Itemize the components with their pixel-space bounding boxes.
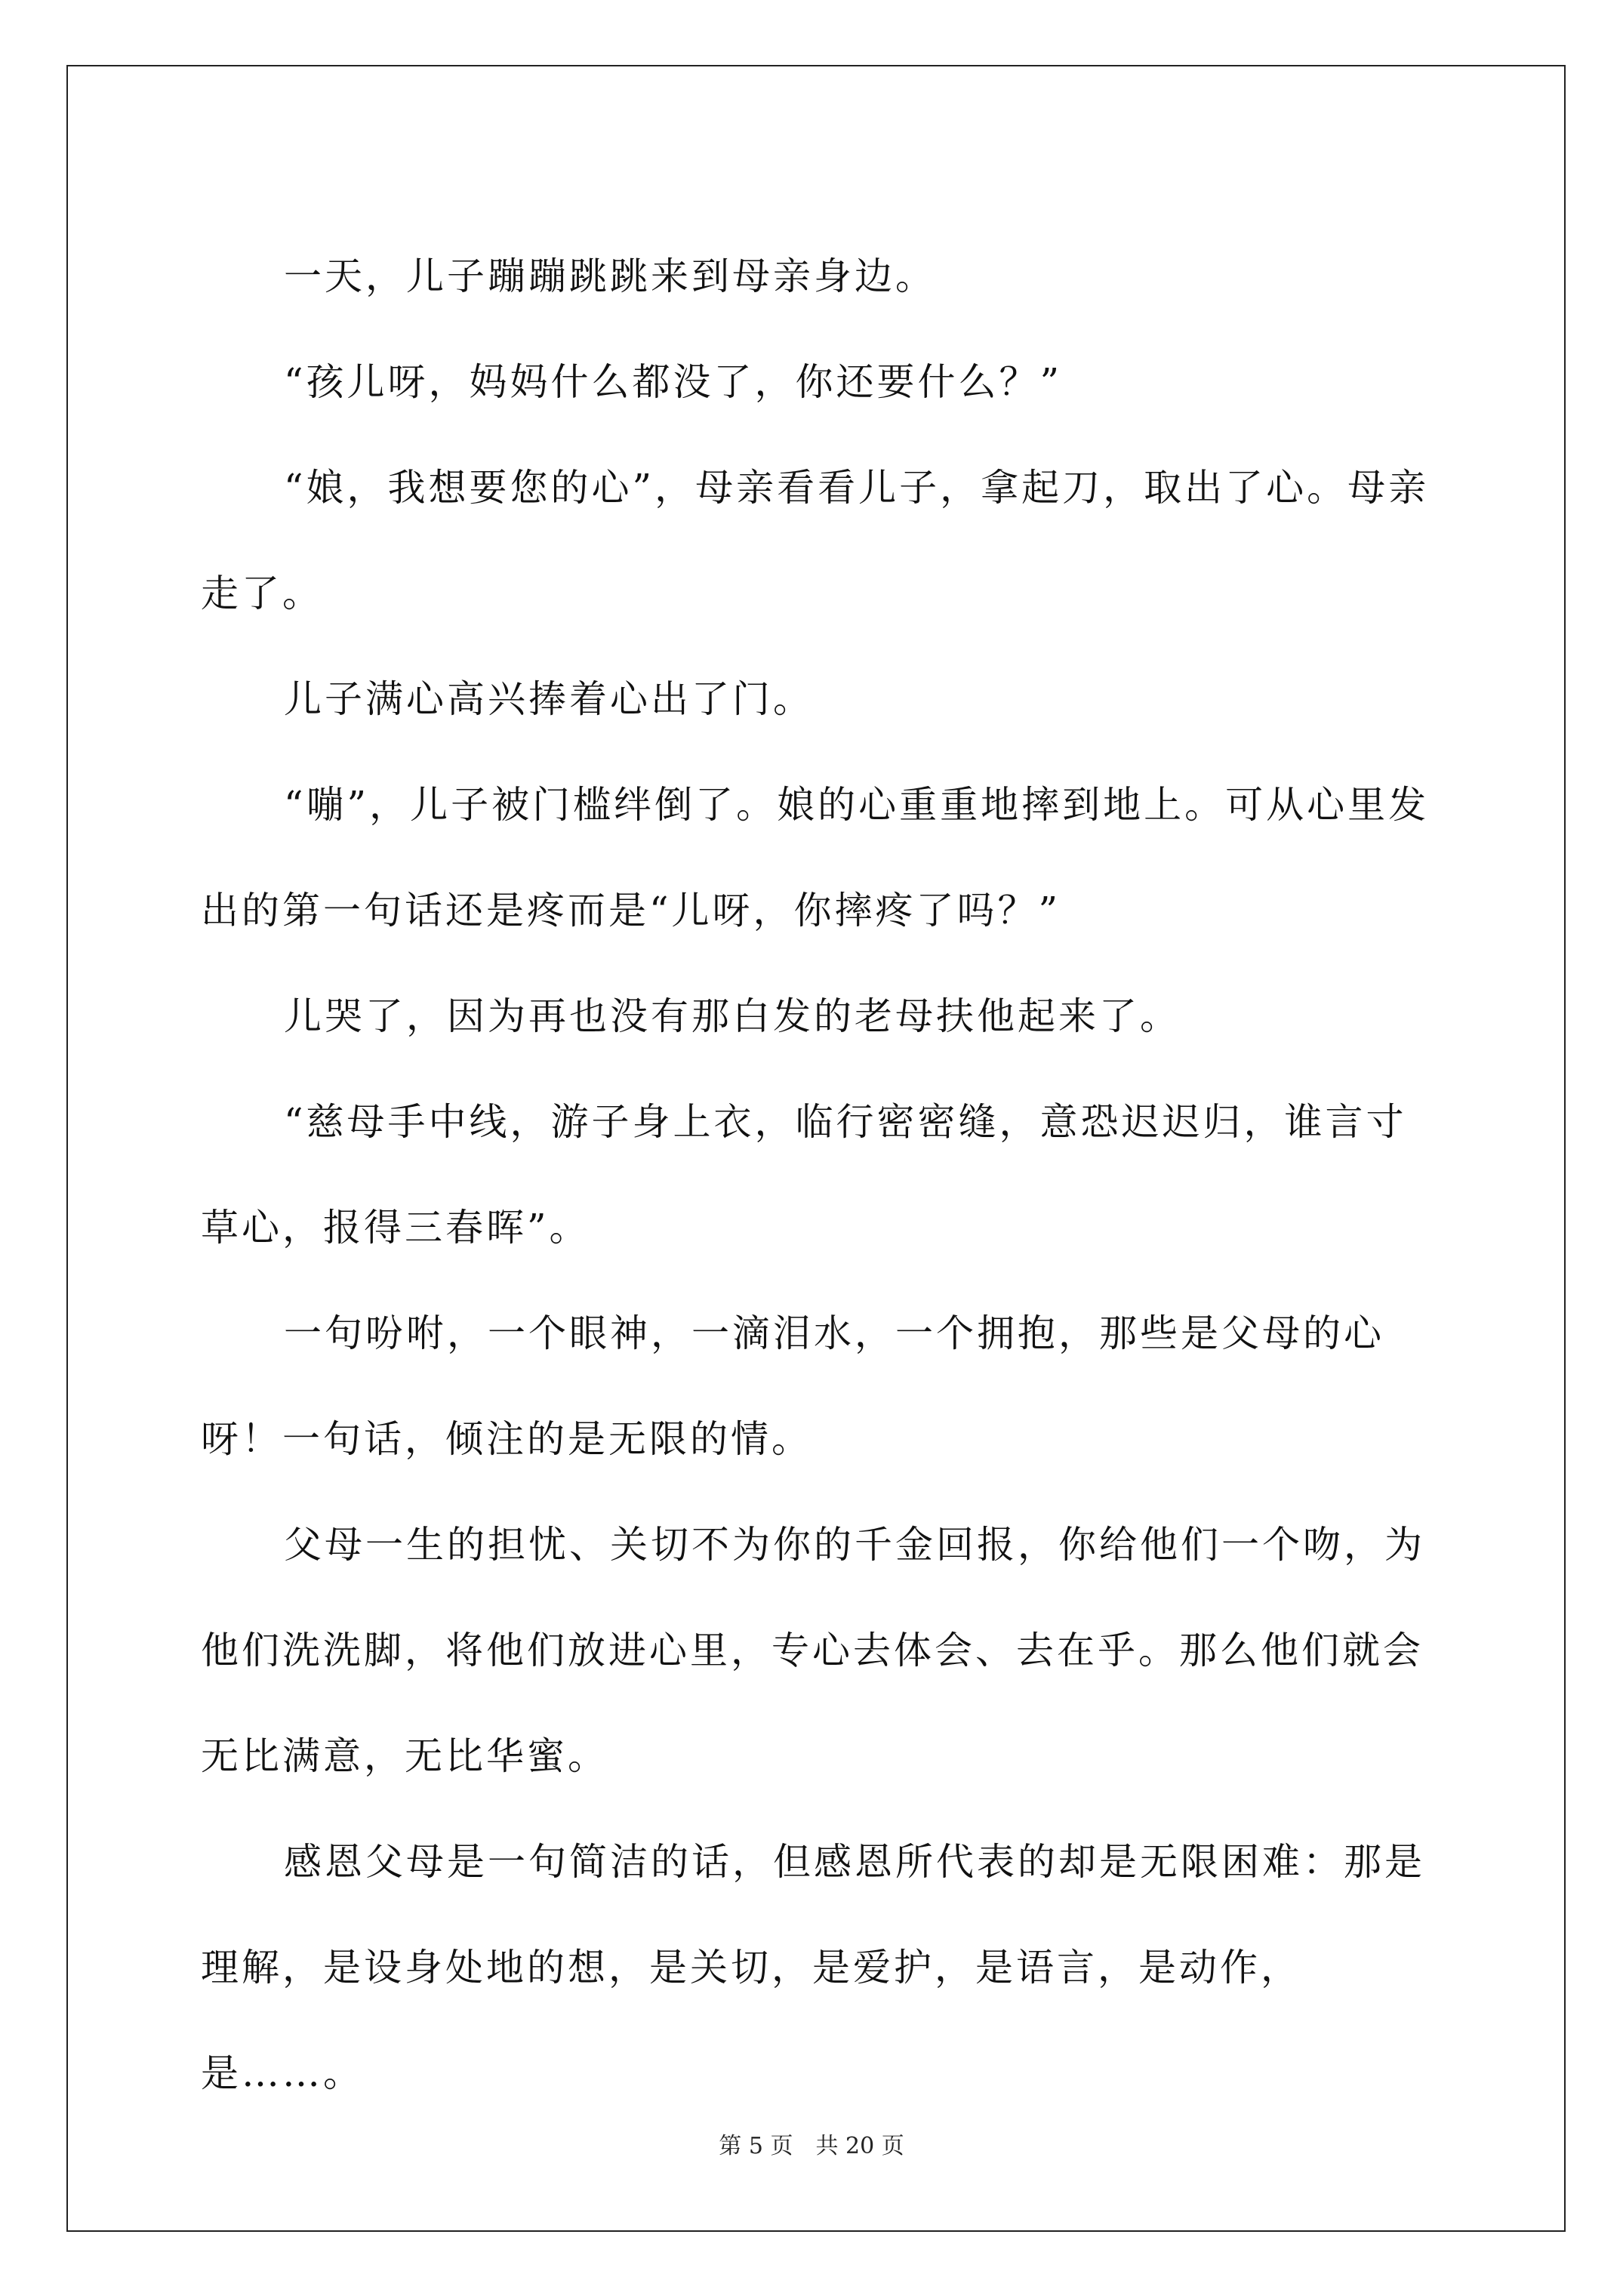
paragraph: 感恩父母是一句简洁的话，但感恩所代表的却是无限困难：那是理解，是设身处地的想，是关切，是爱护，是语言，是动作，是……。 [201, 1840, 1425, 2095]
paragraph: “娘，我想要您的心”，母亲看看儿子，拿起刀，取出了心。母亲走了。 [201, 466, 1430, 615]
paragraph: “慈母手中线，游子身上衣，临行密密缝，意恐迟迟归，谁言寸草心，报得三春晖”。 [201, 1100, 1407, 1250]
paragraph: 父母一生的担忧、关切不为你的千金回报，你给他们一个吻，为他们洗洗脚，将他们放进心里，专心去体会、去在乎。那么他们就会无比满意，无比华蜜。 [201, 1523, 1425, 1778]
document-body [201, 223, 1431, 2126]
paragraph: 儿哭了，因为再也没有那白发的老母扶他起来了。 [284, 994, 1181, 1038]
paragraph: “孩儿呀，妈妈什么都没了，你还要什么？” [284, 360, 1063, 404]
paragraph: 一天，儿子蹦蹦跳跳来到母亲身边。 [284, 254, 936, 298]
paragraph: “嘣”，儿子被门槛绊倒了。娘的心重重地摔到地上。可从心里发出的第一句话还是疼而是“儿呀，你摔疼了吗？” [201, 783, 1430, 932]
paragraph: 一句吩咐，一个眼神，一滴泪水，一个拥抱，那些是父母的心呀！一句话，倾注的是无限的情。 [201, 1311, 1384, 1461]
paragraph: 儿子满心高兴捧着心出了门。 [284, 677, 814, 721]
page-number-footer: 第 5 页 共 20 页 [719, 2133, 904, 2159]
